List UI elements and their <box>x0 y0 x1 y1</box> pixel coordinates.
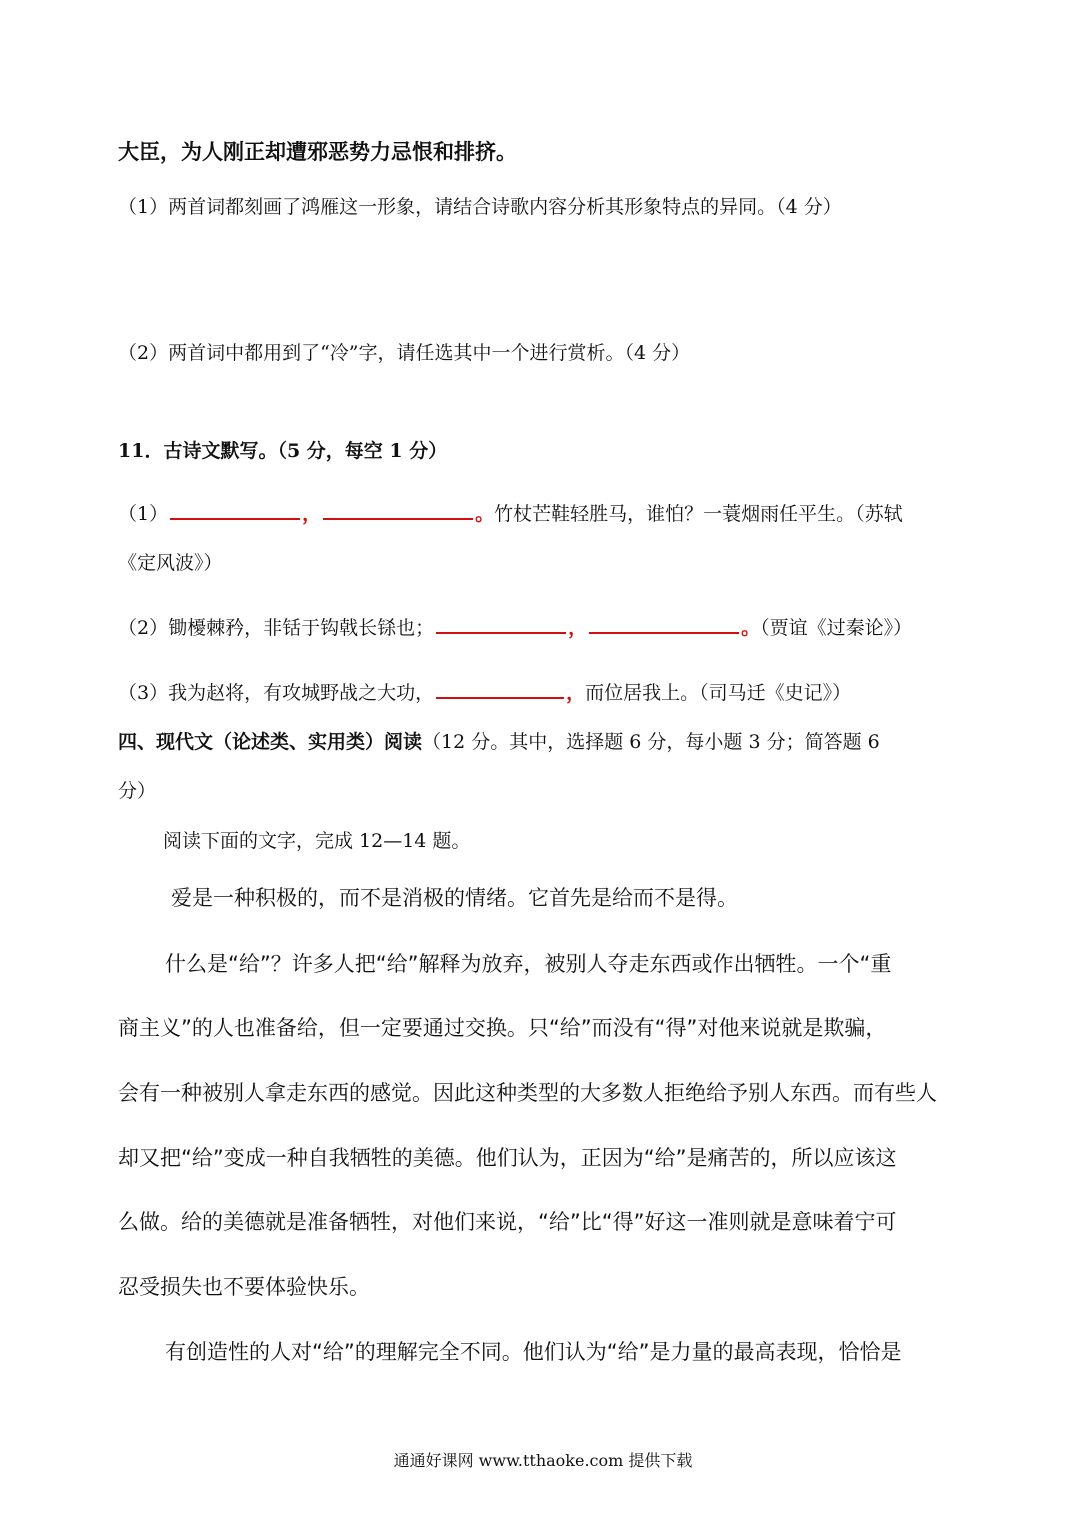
q11-item3-text: 而位居我上。（司马迁《史记》） <box>585 682 852 704</box>
answer-blank-4[interactable] <box>589 612 739 634</box>
section4-heading-tail: 分） <box>118 780 157 802</box>
blank-comma: ， <box>568 617 588 639</box>
q10-sub1: （1）两首词都刻画了鸿雁这一形象，请结合诗歌内容分析其形象特点的异同。（4 分） <box>118 196 842 218</box>
blank-period: 。 <box>741 617 761 639</box>
blank-comma: ， <box>566 682 586 704</box>
passage-line: 商主义”的人也准备给，但一定要通过交换。只“给”而没有“得”对他来说就是欺骗， <box>118 1016 887 1040</box>
passage-line: 么做。给的美德就是准备牺牲，对他们来说，“给”比“得”好这一准则就是意味着宁可 <box>118 1210 897 1234</box>
section4-heading <box>118 733 880 752</box>
passage-line: 忍受损失也不要体验快乐。 <box>118 1275 370 1299</box>
continued-note: 大臣，为人刚正却遭邪恶势力忌恨和排挤。 <box>118 140 517 164</box>
answer-blank-2[interactable] <box>323 498 473 520</box>
page-footer: 通通好课网 www.tthaoke.com 提供下载 <box>393 1451 693 1470</box>
reading-instruction: 阅读下面的文字，完成 12—14 题。 <box>163 830 471 852</box>
q11-item3 <box>118 677 851 703</box>
section4-heading-rest: （12 分。其中，选择题 6 分，每小题 3 分；简答题 6 <box>422 731 880 753</box>
q11-item2-source: （贾谊《过秦论》） <box>760 617 913 639</box>
q11-item2-prefix: （2）锄櫌棘矜，非铦于钩戟长铩也； <box>118 617 435 639</box>
q11-item3-prefix: （3）我为赵将，有攻城野战之大功， <box>118 682 435 704</box>
answer-blank-3[interactable] <box>436 612 566 634</box>
q11-item2 <box>118 612 912 638</box>
q11-item1-source: 《定风波》） <box>118 552 223 574</box>
q11-item1-prefix: （1） <box>118 503 169 525</box>
answer-blank-5[interactable] <box>436 677 564 699</box>
passage-line: 什么是“给”？许多人把“给”解释为放弃，被别人夺走东西或作出牺牲。一个“重 <box>165 952 892 976</box>
passage-line: 会有一种被别人拿走东西的感觉。因此这种类型的大多数人拒绝给予别人东西。而有些人 <box>118 1081 937 1105</box>
section4-heading-bold: 四、现代文（论述类、实用类）阅读 <box>118 731 423 753</box>
passage-line: 有创造性的人对“给”的理解完全不同。他们认为“给”是力量的最高表现，恰恰是 <box>165 1340 902 1364</box>
passage-line: 爱是一种积极的，而不是消极的情绪。它首先是给而不是得。 <box>171 886 738 910</box>
blank-comma: ， <box>302 503 322 525</box>
q11-item1 <box>118 498 903 524</box>
blank-period: 。 <box>475 503 495 525</box>
answer-blank-1[interactable] <box>170 498 300 520</box>
q10-sub2: （2）两首词中都用到了“冷”字，请任选其中一个进行赏析。（4 分） <box>118 342 691 364</box>
q11-item1-text: 竹杖芒鞋轻胜马，谁怕？一蓑烟雨任平生。（苏轼 <box>494 503 903 525</box>
passage-line: 却又把“给”变成一种自我牺牲的美德。他们认为，正因为“给”是痛苦的，所以应该这 <box>118 1146 897 1170</box>
q11-title: 11．古诗文默写。（5 分，每空 1 分） <box>118 440 448 462</box>
